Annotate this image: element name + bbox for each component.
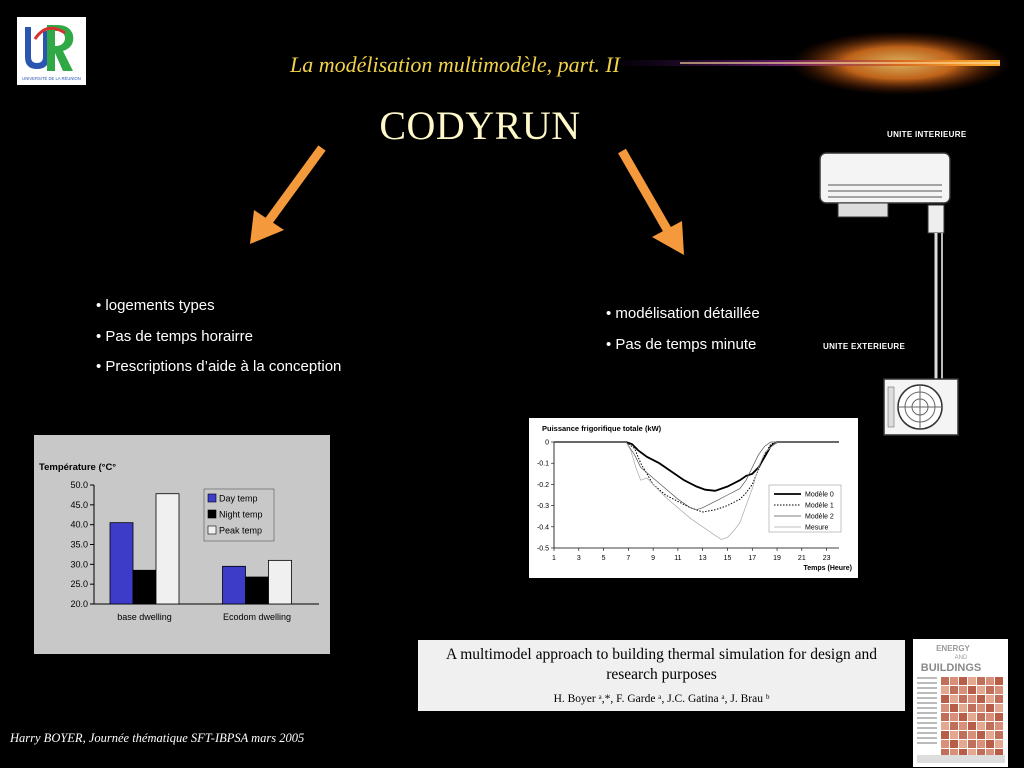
air-conditioner-illustration: [810, 125, 1010, 437]
cover-tile: [950, 722, 958, 730]
cover-tile: [941, 677, 949, 685]
cover-tile: [959, 695, 967, 703]
cover-tile: [950, 731, 958, 739]
bullet-item: • modélisation détaillée: [606, 305, 760, 322]
slide-footer: Harry BOYER, Journée thématique SFT-IBPSA mars 2005: [10, 731, 305, 745]
x-tick-label: 1: [552, 555, 556, 562]
cover-tile: [950, 686, 958, 694]
cover-tile: [995, 713, 1003, 721]
cover-tile: [995, 740, 1003, 748]
bullet-item: • Prescriptions d’aide à la conception: [96, 358, 342, 375]
x-tick-label: 9: [651, 555, 656, 562]
bar: [223, 566, 246, 604]
y-tick-label: -0.3: [536, 503, 549, 511]
legend-label: Day temp: [219, 493, 258, 504]
cover-tile: [977, 731, 985, 739]
cover-tile: [968, 722, 976, 730]
cover-tile: [950, 704, 958, 712]
cover-tile: [959, 740, 967, 748]
legend-label: Night temp: [219, 509, 263, 520]
cover-tile: [941, 731, 949, 739]
y-tick-label: 35.0: [70, 539, 88, 550]
cover-tile: [986, 740, 994, 748]
cover-tile: [968, 695, 976, 703]
y-tick-label: 25.0: [70, 579, 88, 590]
cover-tile: [977, 704, 985, 712]
arrow-down-left-icon: [240, 140, 340, 250]
cover-tile: [995, 686, 1003, 694]
logo-text: UNIVERSITÉ DE LA RÉUNION: [22, 76, 81, 81]
cover-tile: [986, 722, 994, 730]
cover-tile: [950, 677, 958, 685]
cover-tile: [977, 722, 985, 730]
y-tick-label: -0.2: [536, 481, 549, 489]
slide-subtitle: La modélisation multimodèle, part. II: [290, 52, 620, 77]
cover-tile: [950, 713, 958, 721]
x-tick-label: 7: [626, 555, 631, 562]
cover-tile: [959, 722, 967, 730]
cover-tile: [986, 704, 994, 712]
cover-tile: [977, 677, 985, 685]
paper-authors: H. Boyer ᵃ,*, F. Garde ᵃ, J.C. Gatina ᵃ, J. Brau ᵇ: [553, 693, 770, 705]
y-tick-label: -0.1: [536, 460, 549, 468]
cover-tile: [950, 740, 958, 748]
bar: [246, 577, 269, 604]
cover-tile: [941, 722, 949, 730]
cover-tile: [986, 677, 994, 685]
cover-tile: [995, 677, 1003, 685]
cover-tile: [941, 704, 949, 712]
chart-title: Puissance frigorifique totale (kW): [542, 424, 662, 433]
cover-tile: [959, 704, 967, 712]
cover-tile: [968, 686, 976, 694]
cover-tile: [941, 695, 949, 703]
x-tick-label: 15: [723, 555, 732, 562]
x-tick-label: 19: [773, 555, 781, 562]
cover-tile: [941, 713, 949, 721]
temperature-bar-chart: [34, 435, 330, 654]
x-axis-label: Temps (Heure): [803, 565, 852, 572]
bar: [269, 560, 292, 604]
cover-tile: [986, 731, 994, 739]
cover-tile: [977, 695, 985, 703]
paper-title-snippet: [418, 640, 905, 711]
y-tick-label: -0.4: [536, 524, 549, 532]
series-line: [554, 442, 839, 491]
y-tick-label: 45.0: [70, 499, 88, 510]
legend-label: Peak temp: [219, 525, 263, 536]
cover-tile: [968, 677, 976, 685]
x-tick-label: 5: [601, 555, 606, 562]
cover-tile: [959, 686, 967, 694]
cover-tile: [995, 731, 1003, 739]
label-indoor-unit: UNITE INTERIEURE: [887, 130, 967, 139]
legend-label: Modèle 0: [805, 491, 834, 499]
journal-title-line: ENERGY: [936, 644, 970, 653]
cover-tile: [959, 731, 967, 739]
journal-cover: [913, 639, 1008, 767]
chart-legend: [769, 485, 841, 532]
x-tick-label: Ecodom dwelling: [222, 612, 292, 622]
paper-title-line: A multimodel approach to building thermal simulation for design and: [446, 646, 877, 663]
bar: [156, 494, 179, 604]
cover-tile: [986, 695, 994, 703]
x-tick-label: 3: [576, 555, 581, 562]
paper-title-line: research purposes: [606, 666, 717, 683]
cover-tile: [968, 713, 976, 721]
cover-tile: [977, 686, 985, 694]
y-tick-label: -0.5: [536, 545, 549, 553]
cover-tile: [995, 704, 1003, 712]
cover-tile: [968, 740, 976, 748]
cover-tile: [977, 713, 985, 721]
cover-tile: [941, 740, 949, 748]
bullet-item: • Pas de temps horairre: [96, 327, 253, 345]
journal-title-line: BUILDINGS: [920, 662, 982, 674]
x-tick-label: 21: [797, 555, 806, 562]
y-tick-label: 40.0: [70, 519, 88, 530]
paper-title: [418, 645, 905, 685]
x-tick-label: 17: [748, 555, 757, 562]
legend-swatch: [208, 494, 216, 502]
cover-tile: [959, 713, 967, 721]
university-logo: [17, 17, 86, 85]
legend-label: Modèle 1: [805, 502, 834, 510]
bar: [133, 570, 156, 604]
y-tick-label: 20.0: [70, 599, 88, 609]
bullet-list-right: [606, 299, 760, 360]
cover-tile: [968, 731, 976, 739]
chart-title: Température (°C°: [39, 462, 117, 473]
legend-swatch: [208, 526, 216, 534]
x-tick-label: 13: [698, 555, 707, 562]
cover-tile: [959, 677, 967, 685]
cover-tile: [977, 740, 985, 748]
cover-tile: [941, 686, 949, 694]
legend-label: Modèle 2: [805, 513, 834, 521]
y-tick-label: 0: [545, 439, 549, 447]
cover-tile: [986, 686, 994, 694]
bullet-item: • Pas de temps minute: [606, 335, 757, 353]
bar: [110, 523, 133, 604]
x-tick-label: base dwelling: [117, 612, 172, 622]
journal-title-line: AND: [954, 655, 968, 661]
bullet-list-left: [96, 291, 341, 383]
cover-tile: [986, 713, 994, 721]
cover-tile: [995, 722, 1003, 730]
label-outdoor-unit: UNITE EXTERIEURE: [823, 342, 906, 351]
chart-legend: [204, 489, 274, 541]
arrow-down-right-icon: [610, 145, 700, 260]
x-tick-label: 23: [822, 555, 831, 562]
cooling-power-line-chart: [529, 418, 858, 578]
legend-swatch: [208, 510, 216, 518]
cover-tile: [995, 695, 1003, 703]
legend-label: Mesure: [805, 524, 829, 532]
cover-tile: [968, 704, 976, 712]
x-tick-label: 11: [674, 555, 682, 562]
bullet-item: • logements types: [96, 297, 215, 314]
y-tick-label: 30.0: [70, 559, 88, 570]
cover-tile: [950, 695, 958, 703]
y-tick-label: 50.0: [70, 480, 88, 490]
slide-title: CODYRUN: [379, 103, 581, 148]
